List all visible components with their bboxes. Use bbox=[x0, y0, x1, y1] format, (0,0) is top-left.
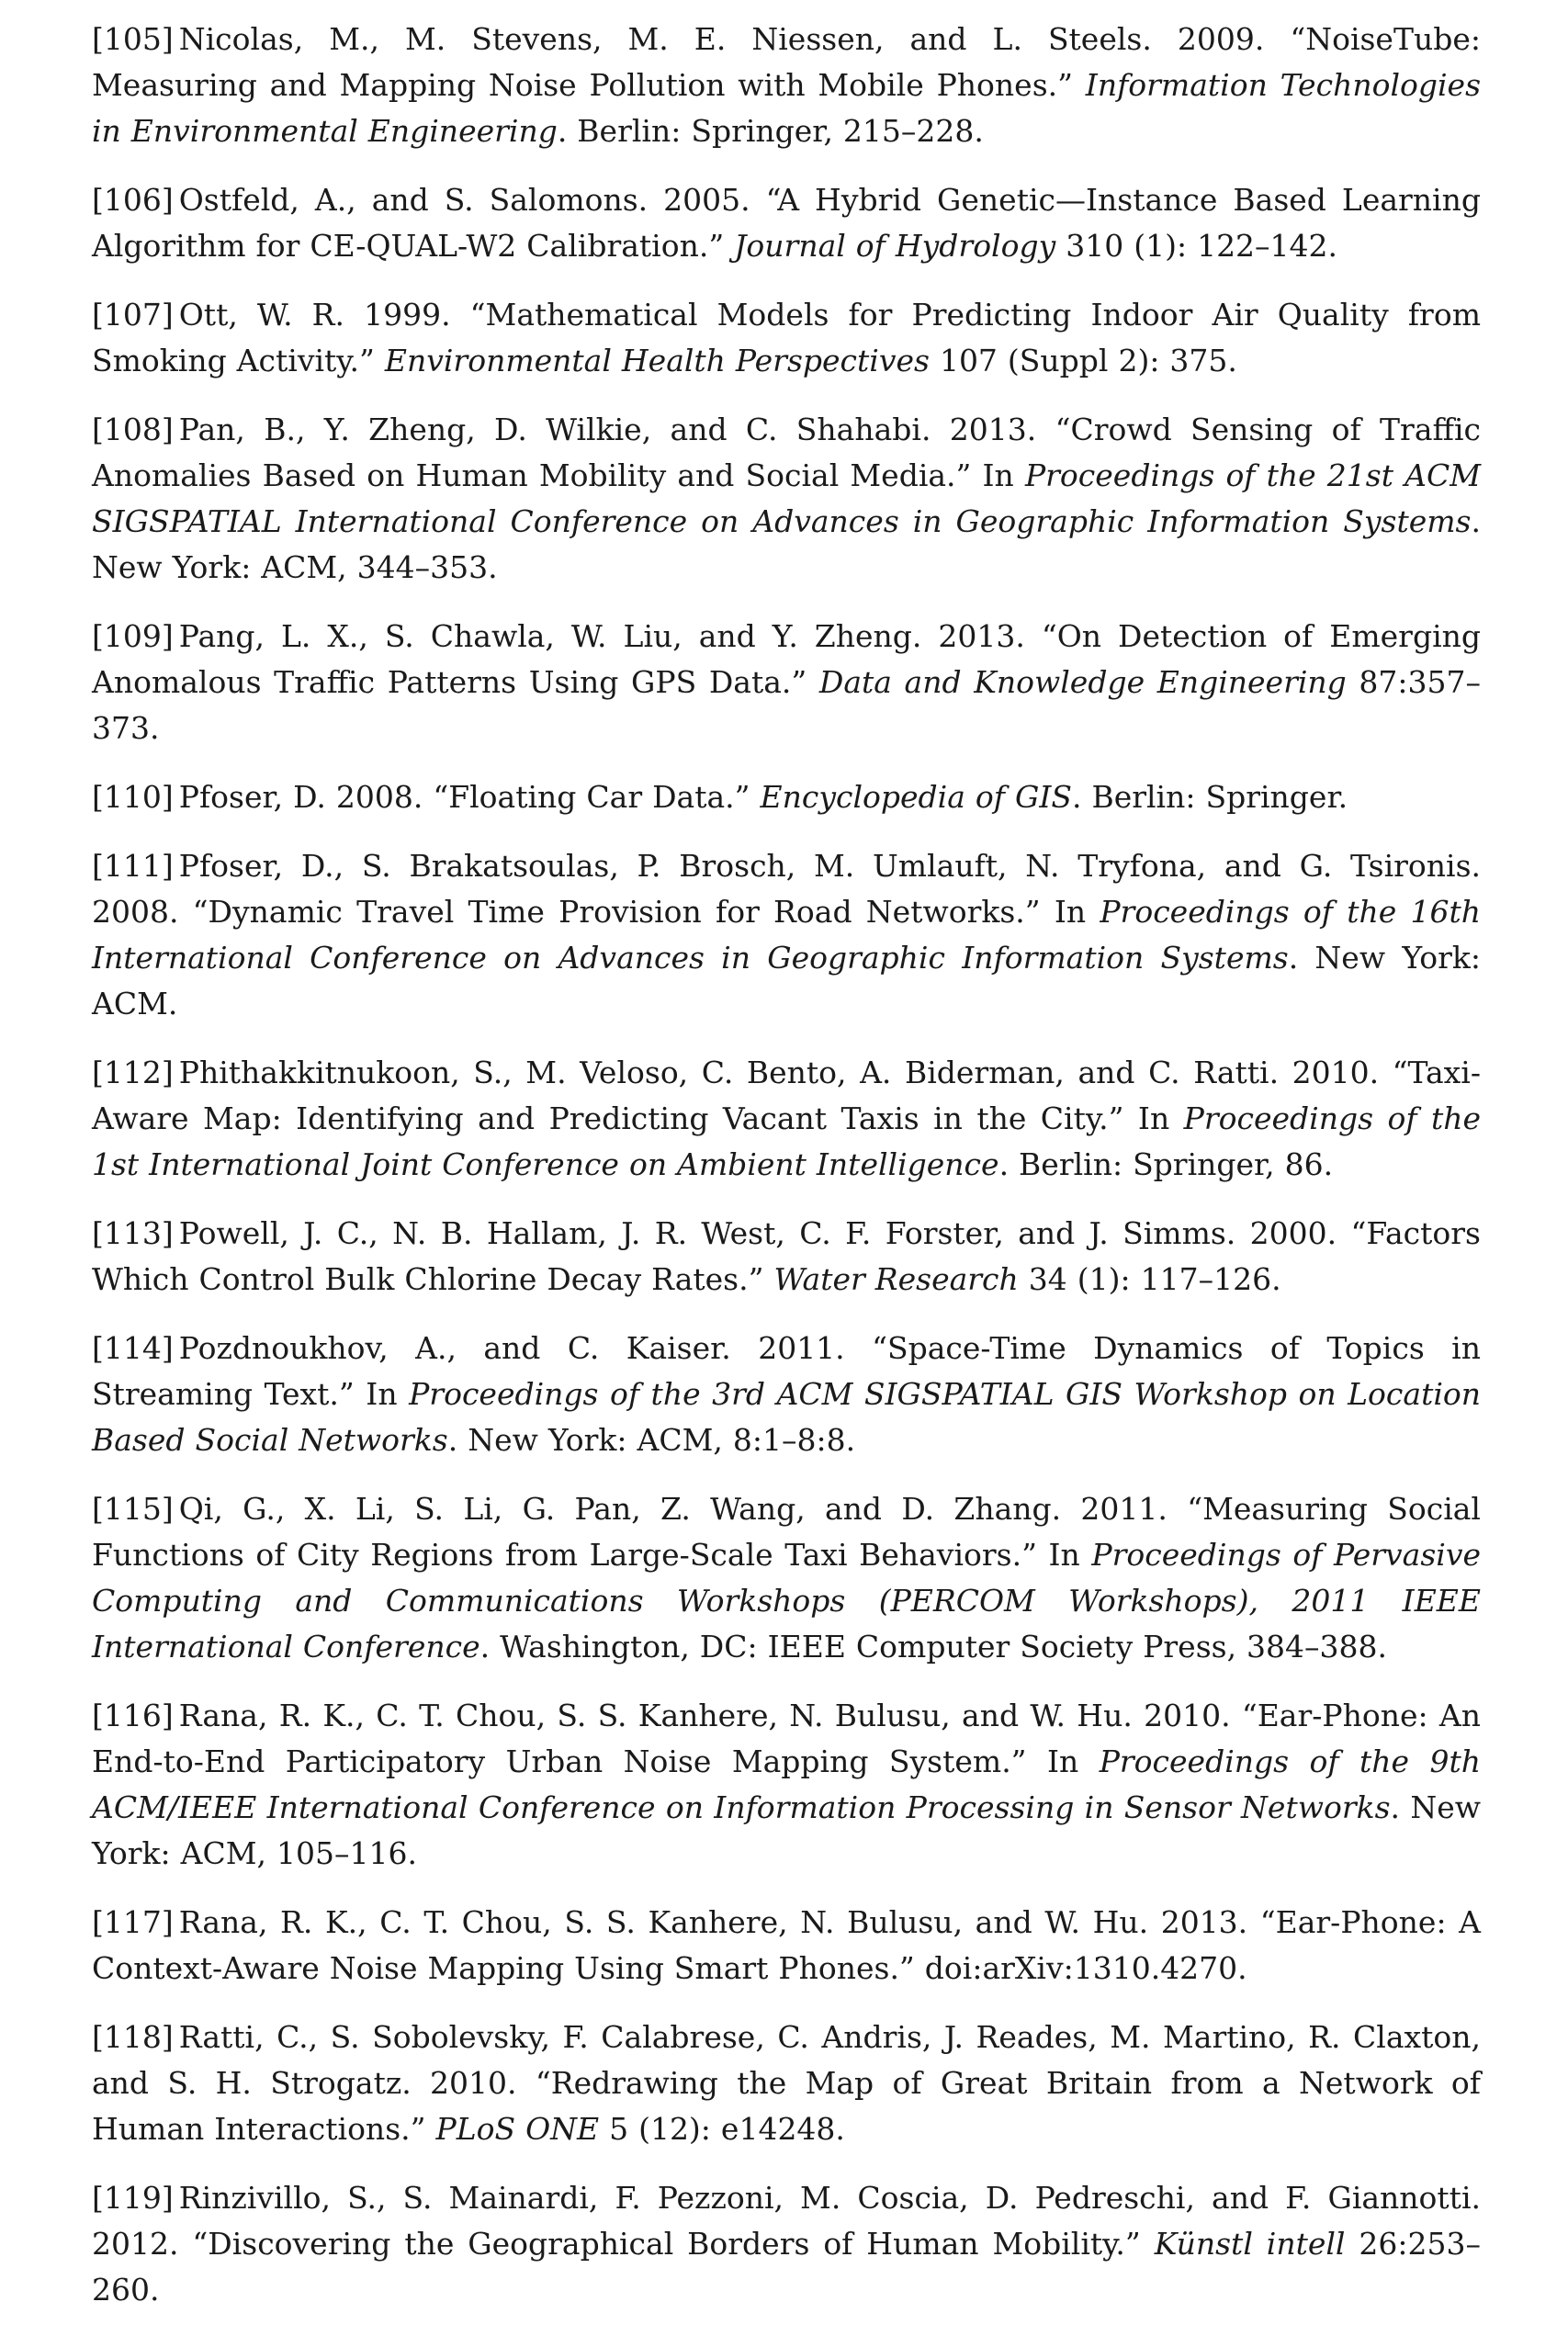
reference-106 bbox=[92, 177, 1481, 269]
reference-source: Proceedings of the 1st International Joint Conference on Ambient Intelligence bbox=[92, 1100, 1481, 1182]
reference-text: Pozdnoukhov, A., and C. Kaiser. 2011. “Space-Time Dynamics of Topics in Streaming Text.” In bbox=[92, 1330, 1481, 1412]
reference-text: Rana, R. K., C. T. Chou, S. S. Kanhere, N. Bulusu, and W. Hu. 2010. “Ear-Phone: An End-to-End Participatory Urban Noise Mapping System.” In bbox=[92, 1698, 1481, 1779]
reference-source: Encyclopedia of GIS bbox=[760, 779, 1072, 815]
reference-number: [106] bbox=[92, 182, 174, 218]
reference-text: Qi, G., X. Li, S. Li, G. Pan, Z. Wang, and D. Zhang. 2011. “Measuring Social Functions of City Regions from Large-Scale Taxi Behaviors.” In bbox=[92, 1491, 1481, 1573]
reference-source: Environmental Health Perspectives bbox=[384, 343, 930, 378]
reference-list bbox=[92, 17, 1481, 2336]
reference-number: [119] bbox=[92, 2180, 174, 2216]
reference-number: [111] bbox=[92, 848, 174, 884]
reference-source: PLoS ONE bbox=[435, 2111, 600, 2147]
reference-source: Journal of Hydrology bbox=[734, 228, 1056, 264]
reference-number: [112] bbox=[92, 1055, 174, 1090]
reference-number: [116] bbox=[92, 1698, 174, 1733]
reference-text: Rinzivillo, S., S. Mainardi, F. Pezzoni, M. Coscia, D. Pedreschi, and F. Giannotti. 2012. “Discovering the Geographical Borders of Human Mobility.” bbox=[92, 2180, 1481, 2262]
reference-text: Rana, R. K., C. T. Chou, S. S. Kanhere, N. Bulusu, and W. Hu. 2013. “Ear-Phone: A Context-Aware Noise Mapping Using Smart Phones.” doi:arXiv:1310.4270. bbox=[92, 1904, 1481, 1986]
reference-113 bbox=[92, 1211, 1481, 1303]
reference-number: [108] bbox=[92, 412, 174, 447]
reference-source: Proceedings of the 16th International Conference on Advances in Geographic Information Systems bbox=[92, 894, 1481, 976]
reference-text: Ratti, C., S. Sobolevsky, F. Calabrese, C. Andris, J. Reades, M. Martino, R. Claxton, and S. H. Strogatz. 2010. “Redrawing the Map of Great Britain from a Network of Human Interactions.” bbox=[92, 2019, 1481, 2147]
reference-118 bbox=[92, 2014, 1481, 2152]
reference-text: Nicolas, M., M. Stevens, M. E. Niessen, and L. Steels. 2009. “NoiseTube: Measuring and Mapping Noise Pollution with Mobile Phones.” bbox=[92, 21, 1481, 103]
reference-source: Proceedings of the 9th ACM/IEEE International Conference on Information Processing in Sensor Networks bbox=[92, 1744, 1482, 1825]
reference-details: . Berlin: Springer. bbox=[1071, 779, 1348, 815]
reference-text: Pang, L. X., S. Chawla, W. Liu, and Y. Zheng. 2013. “On Detection of Emerging Anomalous Traffic Patterns Using GPS Data.” bbox=[92, 618, 1481, 700]
reference-number: [113] bbox=[92, 1215, 174, 1251]
reference-114 bbox=[92, 1326, 1481, 1463]
reference-source: Data and Knowledge Engineering bbox=[818, 664, 1347, 700]
reference-text: Pfoser, D., S. Brakatsoulas, P. Brosch, M. Umlauft, N. Tryfona, and G. Tsironis. 2008. “Dynamic Travel Time Provision for Road Networks.” In bbox=[92, 848, 1481, 930]
reference-number: [114] bbox=[92, 1330, 174, 1366]
reference-number: [118] bbox=[92, 2019, 174, 2055]
reference-details: 310 (1): 122–142. bbox=[1055, 228, 1338, 264]
reference-110 bbox=[92, 774, 1481, 820]
reference-117 bbox=[92, 1900, 1481, 1992]
reference-details: . New York: ACM. bbox=[92, 940, 1481, 1021]
reference-108 bbox=[92, 407, 1481, 591]
reference-source: Information Technologies in Environmental Engineering bbox=[92, 67, 1482, 149]
reference-number: [109] bbox=[92, 618, 174, 654]
reference-details: 34 (1): 117–126. bbox=[1018, 1261, 1281, 1297]
reference-111 bbox=[92, 843, 1481, 1027]
reference-details: . New York: ACM, 105–116. bbox=[92, 1789, 1481, 1871]
reference-116 bbox=[92, 1693, 1481, 1877]
reference-source: Water Research bbox=[773, 1261, 1019, 1297]
reference-number: [117] bbox=[92, 1904, 174, 1940]
reference-112 bbox=[92, 1050, 1481, 1188]
reference-text: Phithakkitnukoon, S., M. Veloso, C. Bento, A. Biderman, and C. Ratti. 2010. “Taxi-Aware Map: Identifying and Predicting Vacant Taxis in the City.” In bbox=[92, 1055, 1481, 1136]
reference-number: [105] bbox=[92, 21, 174, 57]
reference-109 bbox=[92, 614, 1481, 751]
reference-text: Pan, B., Y. Zheng, D. Wilkie, and C. Shahabi. 2013. “Crowd Sensing of Traffic Anomalies Based on Human Mobility and Social Media.” In bbox=[92, 412, 1481, 493]
reference-number: [107] bbox=[92, 297, 174, 333]
reference-source: Künstl intell bbox=[1154, 2226, 1346, 2262]
reference-details: . Washington, DC: IEEE Computer Society Press, 384–388. bbox=[479, 1629, 1388, 1665]
reference-105 bbox=[92, 17, 1481, 154]
reference-details: 107 (Suppl 2): 375. bbox=[929, 343, 1237, 378]
reference-details: 5 (12): e14248. bbox=[599, 2111, 845, 2147]
reference-119 bbox=[92, 2175, 1481, 2313]
reference-text: Powell, J. C., N. B. Hallam, J. R. West, C. F. Forster, and J. Simms. 2000. “Factors Which Control Bulk Chlorine Decay Rates.” bbox=[92, 1215, 1481, 1297]
reference-text: Pfoser, D. 2008. “Floating Car Data.” bbox=[178, 779, 761, 815]
reference-details: 26:253–260. bbox=[92, 2226, 1481, 2308]
reference-source: Proceedings of the 21st ACM SIGSPATIAL International Conference on Advances in Geographic Information Systems bbox=[92, 457, 1481, 539]
reference-115 bbox=[92, 1486, 1481, 1670]
reference-text: Ott, W. R. 1999. “Mathematical Models for Predicting Indoor Air Quality from Smoking Activity.” bbox=[92, 297, 1481, 378]
reference-source: Proceedings of Pervasive Computing and Communications Workshops (PERCOM Workshops), 2011 IEEE International Conference bbox=[92, 1537, 1481, 1665]
reference-details: . New York: ACM, 344–353. bbox=[92, 503, 1481, 585]
reference-number: [115] bbox=[92, 1491, 174, 1527]
reference-details: . Berlin: Springer, 86. bbox=[998, 1146, 1334, 1182]
reference-details: 87:357–373. bbox=[92, 664, 1481, 746]
reference-number: [110] bbox=[92, 779, 174, 815]
reference-text: Ostfeld, A., and S. Salomons. 2005. “A Hybrid Genetic—Instance Based Learning Algorithm for CE-QUAL-W2 Calibration.” bbox=[92, 182, 1481, 264]
reference-details: . New York: ACM, 8:1–8:8. bbox=[447, 1422, 856, 1458]
reference-details: . Berlin: Springer, 215–228. bbox=[557, 113, 984, 149]
reference-source: Proceedings of the 3rd ACM SIGSPATIAL GIS Workshop on Location Based Social Networks bbox=[92, 1376, 1482, 1458]
reference-107 bbox=[92, 292, 1481, 384]
